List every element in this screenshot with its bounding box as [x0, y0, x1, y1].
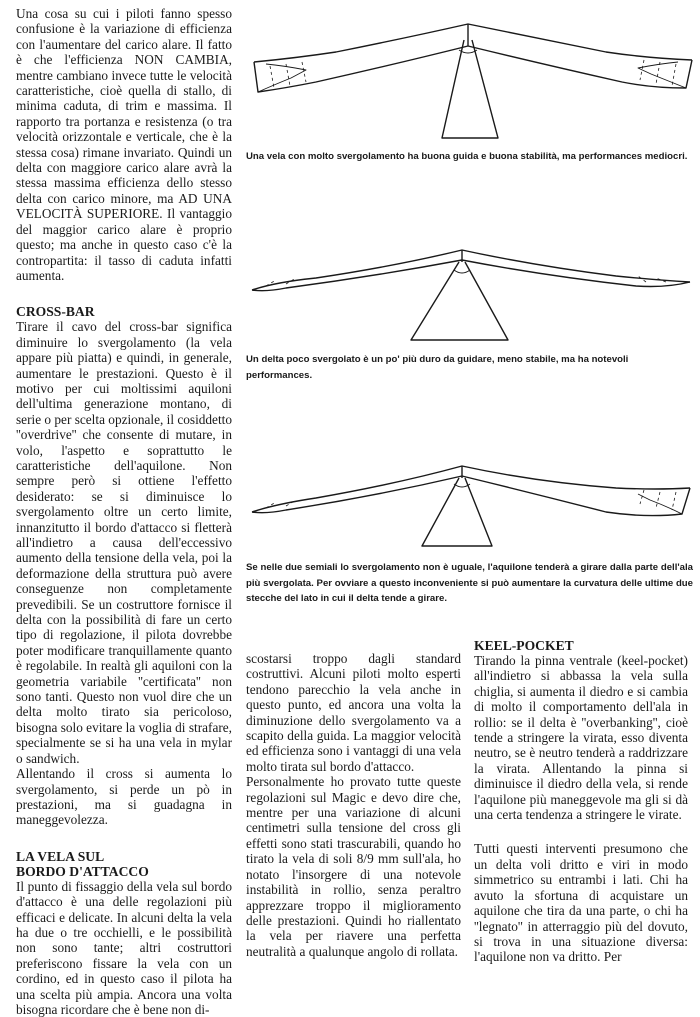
paragraph-personalmente: Personalmente ho provato tutte queste regolazioni sul Magic e devo dire che, mentre per una variazione di alcuni centimetri sulla tensione del cross gli effetti sono stati trascurabili, quando ho tirato la vela di soli 8/9 mm sull'ala, ho notato l'insorgere di una notevole instabilità in rollio, senza peraltro apprezzare troppo il miglioramento delle prestazioni. Quindi ho riallentato la vela per riavere una perfetta neutralità a qualunque angolo di rollata. [246, 774, 461, 959]
heading-keel-pocket: KEEL-POCKET [474, 638, 574, 653]
caption-figure-1: Una vela con molto svergolamento ha buona guida e buona stabilità, ma performances mediocri. [246, 151, 688, 162]
heading-vela-line1: LA VELA SUL [16, 848, 105, 864]
caption-figure-2: Un delta poco svergolato è un po' più duro da guidare, meno stabile, ma ha notevoli performances. [246, 354, 629, 381]
heading-vela-line2: BORDO D'ATTACCO [16, 863, 149, 879]
caption-figure-3: Se nelle due semiali lo svergolamento non è uguale, l'aquilone tenderà a girare dalla parte dell'ala più svergolata. Per ovviare a questo inconveniente si può aumentare la curvatura delle ultime due stecche del lato in cui il delta tende a girare. [246, 562, 693, 604]
figure-asymmetric-twist [246, 454, 700, 560]
heading-cross-bar: CROSS-BAR [16, 304, 95, 320]
paragraph-interventi: Tutti questi interventi presumono che un delta voli dritto e viri in modo simmetrico su entrambi i lati. Chi ha avuto la sfortuna di acquistare un aquilone che tira da una parte, o chi ha ''legnato'' in atterraggio più del dovuto, si trova in una situazione diversa: l'aquilone non va dritto. Per [474, 841, 688, 965]
paragraph-vela-fissaggio: Il punto di fissaggio della vela sul bordo d'attacco è una delle regolazioni più efficaci e delicate. In alcuni delta la vela ha due o tre occhielli, e le possibilità non sono tante; altri costruttori preferiscono fissare la vela con un cordino, ed in questo caso il pilota ha una scelta più ampia. Ancora una volta bisogna ricordare che è bene non di- [16, 878, 232, 1017]
paragraph-efficiency: Una cosa su cui i piloti fanno spesso confusione è la variazione di efficienza con l'aumentare del carico alare. Il fatto è che l'efficienza NON CAMBIA, mentre cambiano invece tutte le velocità caratteristiche, cioè quella di stallo, di minima caduta, di trim e massima. Il rapporto tra portanza e resistenza (o tra velocità orizzontale e verticale, che è la stessa cosa) rimane invariato. Quindi un delta con maggiore carico alare avrà la stessa massima efficienza dello stesso delta con carico minore, ma AD UNA VELOCITÀ SUPERIORE. Il vantaggio del maggior carico alare è proprio questo; ma anche in questo caso c'è la contropartita: il tasso di caduta infatti aumenta. [16, 6, 232, 283]
paragraph-cross-allentando: Allentando il cross si aumenta lo svergolamento, si perde un pò in prestazioni, ma si guadagna in maneggevolezza. [16, 766, 232, 828]
figure-high-twist [246, 0, 700, 150]
heading-vela-bordo-attacco [16, 849, 232, 879]
figure-low-twist [246, 240, 700, 352]
paragraph-standard-costruttivi: scostarsi troppo dagli standard costruttivi. Alcuni piloti molto esperti tendono parecchio la vela anche in questo punto, ed ancora una volta la diminuzione dello svergolamento va a scapito della guida. La maggior velocità ed efficienza sono i vantaggi di una vela molto tirata sul bordo d'attacco. [246, 651, 461, 774]
paragraph-keel-pocket: Tirando la pinna ventrale (keel-pocket) all'indietro si abbassa la vela sulla chiglia, si aumenta il diedro e si cambia di molto il comportamento dell'ala in rollio: se il delta è ''overbanking'', cioè tende a stringere la virata, esso diventa neutro, se è neutro tenderà a raddrizzare la virata. Allentando la pinna si diminuisce il diedro della vela, si rende l'aquilone più maneggevole ma gli si dà una certa tendenza a stringere le virate. [474, 653, 688, 823]
column-right [474, 638, 688, 965]
column-left [16, 6, 232, 1017]
paragraph-cross-bar: Tirare il cavo del cross-bar significa diminuire lo svergolamento (la vela appare più piatta) e quindi, in generale, aumentare le prestazioni. Questo è il motivo per cui moltissimi aquiloni dell'ultima generazione montano, di serie o per scelta opzionale, il cosiddetto ''overdrive'' che consente di mutare, in volo, l'aspetto e soprattutto le caratteristiche dell'aquilone. Non sempre però si ottiene l'effetto desiderato: se si diminuisce lo svergolamento oltre un certo limite, innanzitutto il bordo d'attacco si fletterà all'indietro a causa dell'eccessivo aumento della tensione della vela, poi la deformazione della struttura può avere conseguenze non completamente prevedibili. Se un costruttore fornisce il delta con la possibilità di fare un certo tipo di regolazione, il pilota dovrebbe poter modificare tranquillamente quanto è regolabile. In realtà gli aquiloni con la geometria variabile ''certificata'' non sono tanti. Questo non vuol dire che un delta molto tirato sia pericoloso, bisogna solo evitare la voglia di strafare, specialmente se si ha una vela in mylar o sandwich. [16, 319, 233, 766]
column-middle [246, 651, 461, 959]
